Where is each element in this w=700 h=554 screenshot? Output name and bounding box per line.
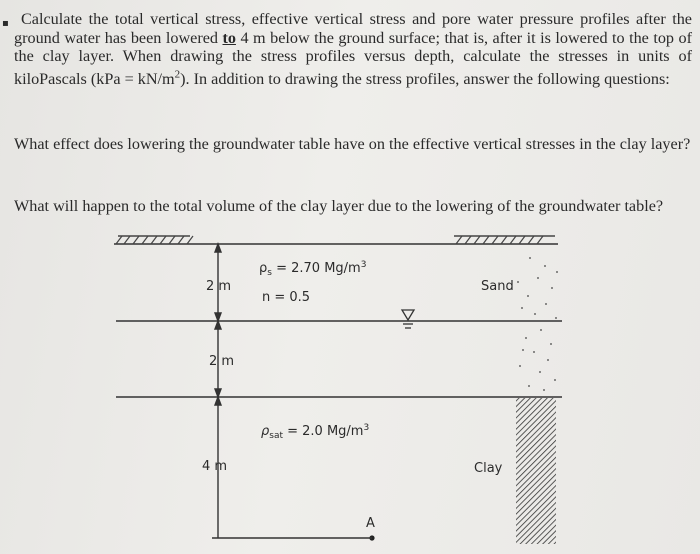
depth-label-top: 2 m [206, 279, 232, 294]
point-a-label: A [366, 516, 375, 531]
clay-label: Clay [474, 461, 503, 476]
clay-hatch [516, 398, 556, 544]
solids-density-label: $\rho_s = 2.70$ $Mg/m^3$ [259, 260, 367, 278]
water-table-symbol [402, 310, 414, 328]
bullet-mark: ▪ [2, 18, 9, 29]
depth-label-mid: 2 m [209, 354, 235, 369]
porosity-label: n = 0.5 [262, 290, 311, 305]
saturated-density-label: $\rho_{sat} = 2.0$ $Mg/m^3$ [261, 423, 370, 441]
statement-part-2: 4 m below the ground surface; that is, after it is lowered to the top of the clay layer. When drawing the stress profiles versus depth, calculate the stresses in units of kiloPascals $(kPa = kN/m^2)$. In addition to drawing the stress profiles, answer the following questions: [14, 28, 692, 89]
sand-stipple [517, 257, 558, 391]
statement-emphasis: to [222, 28, 236, 47]
question-2: What will happen to the total volume of the clay layer due to the lowering of the groundwater table? [14, 197, 664, 215]
sand-label: Sand [481, 279, 514, 294]
depth-label-bottom: 4 m [202, 459, 228, 474]
ground-hatch-left [116, 236, 193, 244]
ground-hatch-right [454, 236, 555, 244]
question-1: What effect does lowering the groundwater table have on the effective vertical stresses in the clay layer? [14, 135, 691, 153]
statement-part-1: Calculate the total vertical stress, effective vertical stress and pore water pressure profiles after the ground water has been lowered [14, 10, 692, 47]
